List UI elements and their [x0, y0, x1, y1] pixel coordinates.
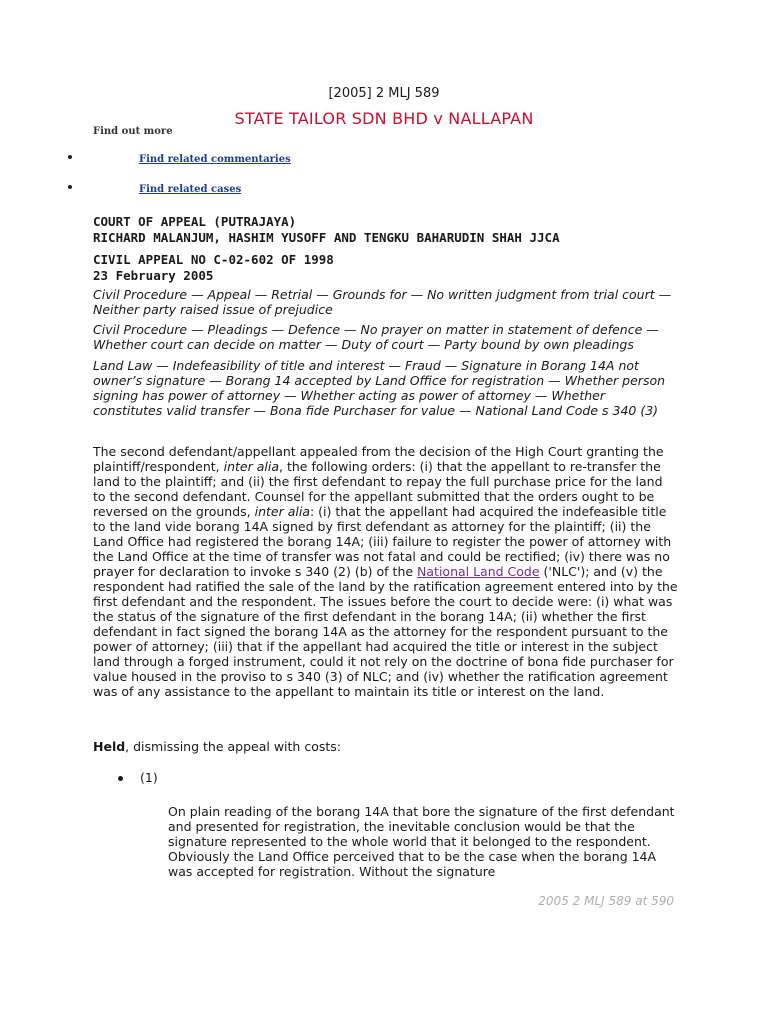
summary-italic: inter alia	[254, 504, 310, 519]
holding-number: (1)	[140, 770, 158, 785]
bullet-icon	[68, 155, 72, 159]
summary-text: ('NLC'); and (v) the respondent had ratified the sale of the land by the ratification agreement entered into by the first defendant and the respondent. The issues before the court to decide were: (i) what was the status of the signature of the first defendant in the borang 14A; (ii) whether the first defendant in fact signed the borang 14A as the attorney for the respondent pursuant to the power of attorney; (iii) that if the appellant had acquired the title or interest in the subject land through a forged instrument, could it not rely on the doctrine of bona fide purchaser for value housed in the proviso to s 340 (3) of NLC; and (iv) whether the ratification agreement was of any assistance to the appellant to maintain its title or interest on the land.	[93, 564, 678, 699]
summary-text: , the following orders: (i) that the appellant to re-transfer the land to the plaintiff; and (ii) the first defendant to repay the full purchase price for the land to the second defendant. Counsel for the appellant submitted that the orders ought to be reversed on the grounds,	[93, 459, 663, 519]
summary-italic: inter alia	[223, 459, 280, 474]
court-info	[93, 214, 560, 284]
summary-text: The second defendant/appellant appealed from the decision of the High Court granting the plaintiff/respondent,	[93, 444, 664, 474]
held-label: Held	[93, 739, 126, 754]
holding-text: On plain reading of the borang 14A that bore the signature of the first defendant and presented for registration, the inevitable conclusion would be that the signature represented to the whole world that it belonged to the respondent. Obviously the Land Office perceived that to be the case when the borang 14A was accepted for registration. Without the signature	[168, 804, 675, 879]
catchword-3: Land Law — Indefeasibility of title and interest — Fraud — Signature in Borang 14A not owner’s signature — Borang 14 accepted by Land Office for registration — Whether person signing has power of attorney — Whether acting as power of attorney — Whether constitutes valid transfer — Bona fide Purchaser for value — National Land Code s 340 (3)	[93, 358, 666, 418]
bullet-icon	[68, 185, 72, 189]
page-reference: 2005 2 MLJ 589 at 590	[538, 894, 674, 908]
case-summary	[93, 444, 678, 699]
catchword-1: Civil Procedure — Appeal — Retrial — Grounds for — No written judgment from trial court — Neither party raised issue of prejudice	[93, 287, 672, 317]
judges: RICHARD MALANJUM, HASHIM YUSOFF AND TENGKU BAHARUDIN SHAH JJCA	[93, 230, 560, 245]
case-title: STATE TAILOR SDN BHD v NALLAPAN	[234, 109, 534, 128]
national-land-code-link[interactable]: National Land Code	[417, 564, 540, 579]
catchword-2: Civil Procedure — Pleadings — Defence — No prayer on matter in statement of defence — Whether court can decide on matter — Duty of court — Party bound by own pleadings	[93, 322, 659, 352]
find-related-commentaries-link[interactable]: Find related commentaries	[139, 154, 291, 165]
judgment-date: 23 February 2005	[93, 268, 214, 283]
held-text: , dismissing the appeal with costs:	[125, 739, 341, 754]
court-name: COURT OF APPEAL (PUTRAJAYA)	[93, 214, 297, 229]
summary-text: : (i) that the appellant had acquired the indefeasible title to the land vide borang 14A signed by first defendant as attorney for the plaintiff; (ii) the Land Office had registered the borang 14A; (iii) failure to register the power of attorney with the Land Office at the time of transfer was not fatal and could be rectified; (iv) there was no prayer for declaration to invoke s 340 (2) (b) of the	[93, 504, 672, 579]
find-related-cases-link[interactable]: Find related cases	[139, 184, 242, 195]
appeal-number: CIVIL APPEAL NO C-02-602 OF 1998	[93, 252, 334, 267]
citation: [2005] 2 MLJ 589	[328, 86, 440, 101]
held-line	[93, 739, 341, 754]
bullet-icon	[118, 776, 123, 781]
find-out-more-label: Find out more	[93, 126, 173, 137]
